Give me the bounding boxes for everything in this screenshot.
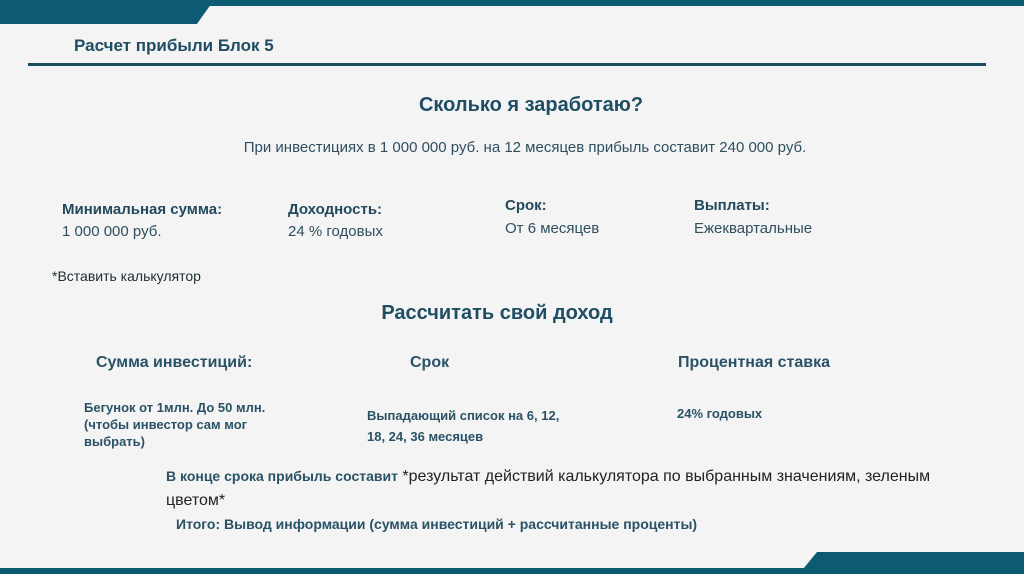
interest-rate-value: 24% годовых bbox=[677, 406, 763, 421]
calculator-heading: Рассчитать свой доход bbox=[381, 302, 613, 324]
earnings-summary: При инвестициях в 1 000 000 руб. на 12 месяцев прибыль составит 240 000 руб. bbox=[243, 139, 807, 156]
total-text: Итого: Вывод информации (сумма инвестиций + рассчитанные проценты) bbox=[176, 516, 698, 532]
term-dropdown-spec-line: Выпадающий список на 6, 12, bbox=[367, 408, 560, 423]
investment-slider-spec-line: (чтобы инвестор сам мог bbox=[84, 417, 248, 432]
result-lead: В конце срока прибыль составит bbox=[166, 468, 398, 484]
title-divider bbox=[28, 63, 986, 66]
result-text bbox=[166, 464, 966, 513]
term-dropdown-spec-line: 18, 24, 36 месяцев bbox=[367, 429, 484, 444]
param-term-value: От 6 месяцев bbox=[505, 220, 600, 237]
param-yield-label: Доходность: bbox=[288, 201, 383, 218]
investment-slider-spec-line: выбрать) bbox=[84, 434, 145, 449]
earnings-heading: Сколько я заработаю? bbox=[418, 94, 644, 116]
param-min-amount-value: 1 000 000 руб. bbox=[62, 223, 162, 240]
param-yield-value: 24 % годовых bbox=[288, 223, 383, 240]
param-min-amount-label: Минимальная сумма: bbox=[62, 201, 223, 218]
top-accent-tab bbox=[0, 0, 214, 24]
interest-rate-heading: Процентная ставка bbox=[678, 354, 830, 371]
param-payouts-label: Выплаты: bbox=[694, 197, 770, 214]
investment-amount-heading: Сумма инвестиций: bbox=[96, 354, 253, 371]
calculator-note: *Вставить калькулятор bbox=[52, 268, 201, 284]
page-title: Расчет прибыли Блок 5 bbox=[74, 36, 274, 55]
term-heading: Срок bbox=[410, 354, 450, 371]
result-description: *результат действий калькулятора по выбранным значениям, зеленым цветом* bbox=[166, 468, 931, 509]
investment-slider-spec bbox=[84, 399, 265, 450]
term-dropdown-spec bbox=[367, 405, 559, 447]
bottom-accent-bar bbox=[0, 568, 1024, 574]
param-payouts-value: Ежеквартальные bbox=[694, 220, 813, 237]
param-term-label: Срок: bbox=[505, 197, 547, 214]
investment-slider-spec-line: Бегунок от 1млн. До 50 млн. bbox=[84, 400, 266, 415]
